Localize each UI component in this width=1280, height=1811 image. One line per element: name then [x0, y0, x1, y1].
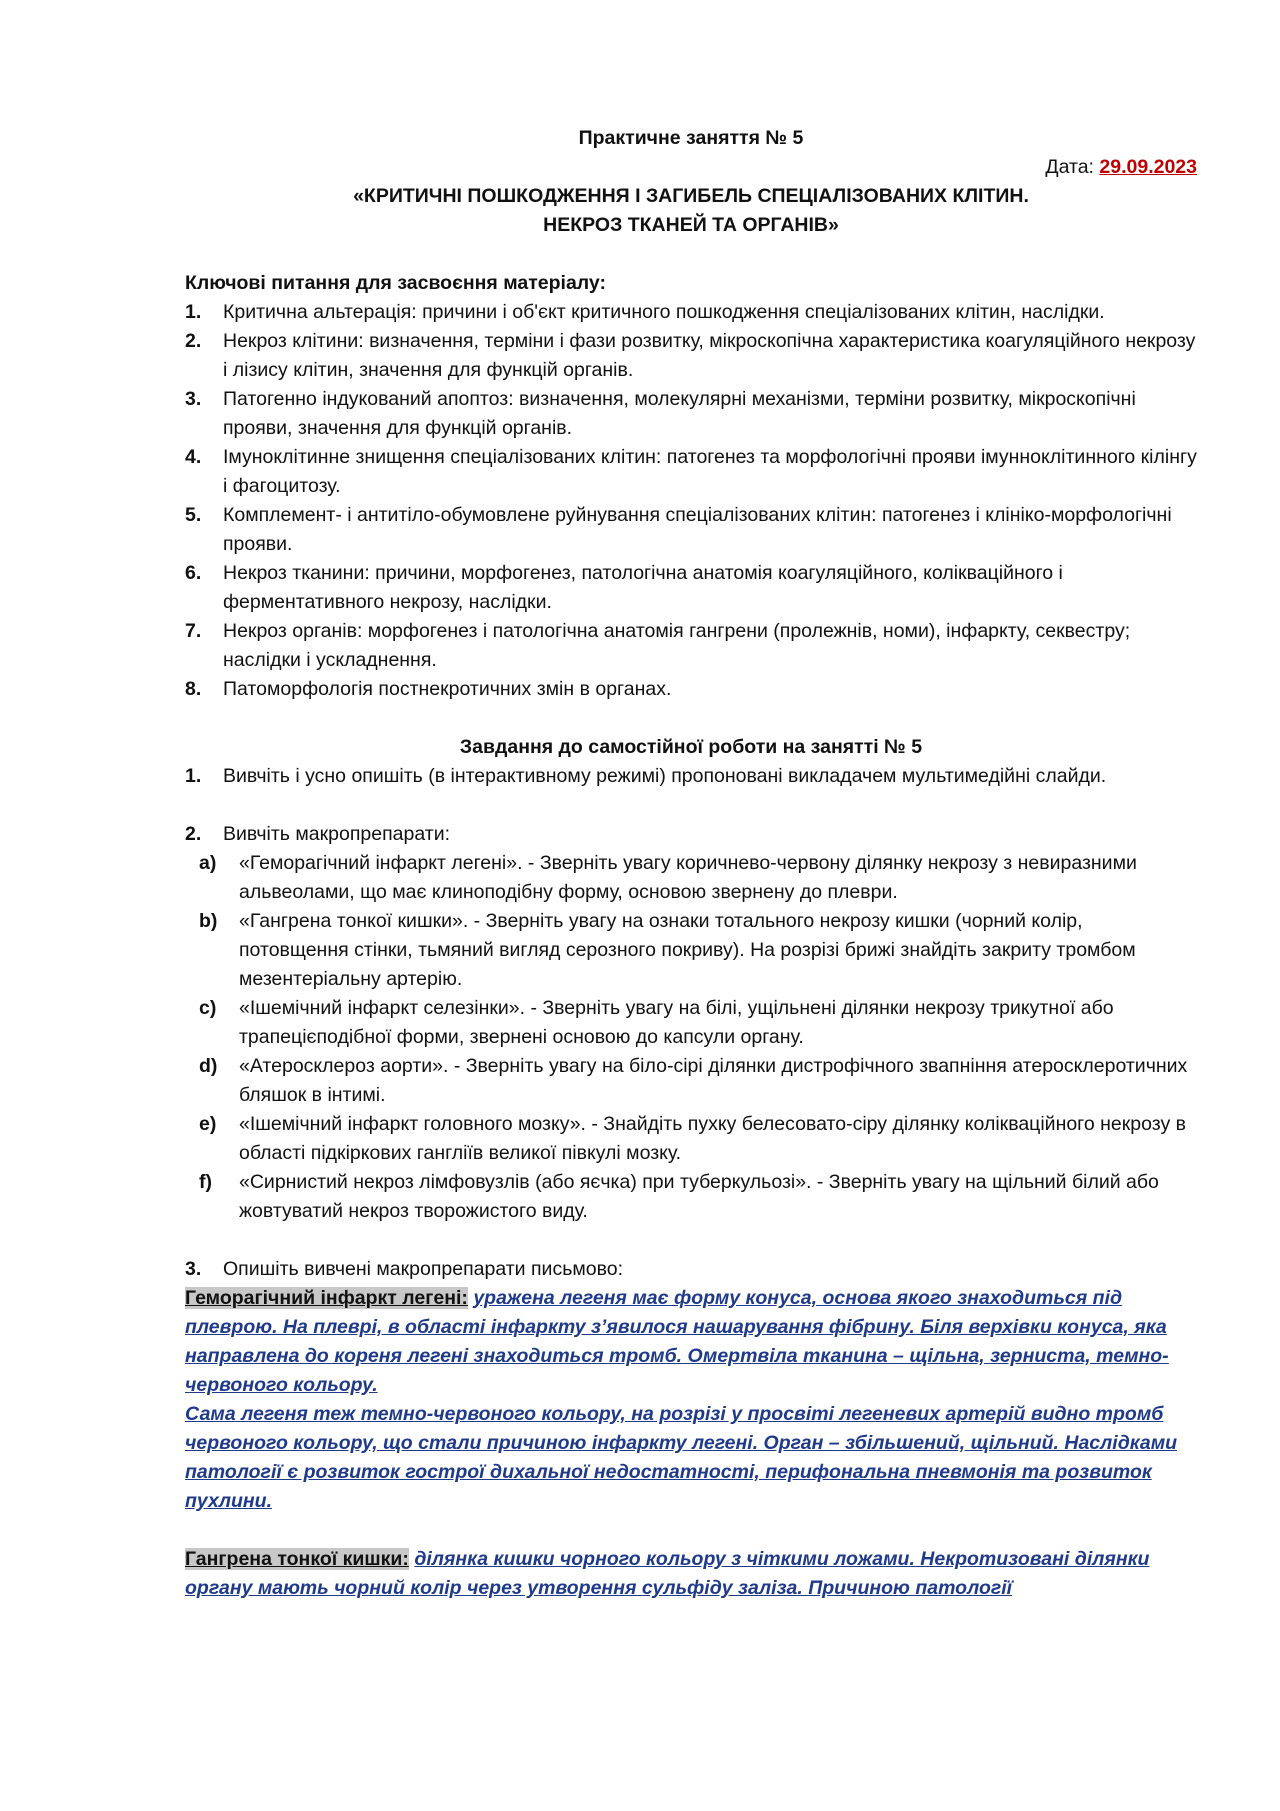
- list-item: [185, 907, 1197, 994]
- item-number: 1.: [185, 765, 202, 787]
- description-intestine: [185, 1545, 1197, 1603]
- item-text: «Ішемічний інфаркт головного мозку». - Знайдіть пухку белесовато-сіру ділянку колікваційного некрозу в області підкіркових гангліїв великої півкулі мозку.: [239, 1113, 1186, 1164]
- topic-title: [185, 182, 1197, 240]
- list-item: [185, 327, 1197, 385]
- topic-line-1: «КРИТИЧНІ ПОШКОДЖЕННЯ І ЗАГИБЕЛЬ СПЕЦІАЛІЗОВАНИХ КЛІТИН.: [353, 185, 1029, 207]
- item-number: 2.: [185, 823, 202, 845]
- item-text: Вивчіть і усно опишіть (в інтерактивному режимі) пропоновані викладачем мультимедійні слайди.: [223, 765, 1107, 787]
- topic-line-2: НЕКРОЗ ТКАНЕЙ ТА ОРГАНІВ»: [543, 214, 839, 236]
- tasks-list-3: [185, 1255, 1197, 1284]
- item-text: «Атеросклероз аорти». - Зверніть увагу на біло-сірі ділянки дистрофічного звапніння атеросклеротичних бляшок в інтимі.: [239, 1055, 1188, 1106]
- specimen-label: Геморагічний інфаркт легені:: [185, 1287, 468, 1309]
- list-item: [185, 559, 1197, 617]
- date-value: 29.09.2023: [1099, 156, 1197, 178]
- list-item: [185, 298, 1197, 327]
- item-number: 4.: [185, 446, 202, 468]
- item-text: Патоморфологія постнекротичних змін в органах.: [223, 678, 672, 700]
- item-text: «Ішемічний інфаркт селезінки». - Зверніть увагу на білі, ущільнені ділянки некрозу трикутної або трапецієподібної форми, звернені основою до капсули органу.: [239, 997, 1114, 1048]
- item-number: 2.: [185, 330, 202, 352]
- tasks-title: Завдання до самостійної роботи на занятті № 5: [459, 736, 923, 758]
- item-text: Некроз клітини: визначення, терміни і фази розвитку, мікроскопічна характеристика коагуляційного некрозу і лізису клітин, значення для функцій органів.: [223, 330, 1196, 381]
- list-item: [185, 443, 1197, 501]
- list-item: [185, 849, 1197, 907]
- list-item: [185, 762, 1197, 791]
- item-text: Некроз органів: морфогенез і патологічна анатомія гангрени (пролежнів, номи), інфаркту, секвестру; наслідки і ускладнення.: [223, 620, 1131, 671]
- item-text: «Сирнистий некроз лімфовузлів (або яєчка) при туберкульозі». - Зверніть увагу на щільний білий або жовтуватий некроз творожистого виду.: [239, 1171, 1159, 1222]
- item-number: 6.: [185, 562, 202, 584]
- tasks-list-1: [185, 762, 1197, 791]
- item-number: 3.: [185, 388, 202, 410]
- list-item: [185, 617, 1197, 675]
- list-item: [185, 1168, 1197, 1226]
- specimens-list: [185, 849, 1197, 1226]
- list-item: [185, 1052, 1197, 1110]
- item-number: 7.: [185, 620, 202, 642]
- item-letter: e): [199, 1113, 217, 1135]
- list-item: [185, 820, 1197, 849]
- list-item: [185, 1255, 1197, 1284]
- date-label: Дата:: [1045, 156, 1100, 178]
- questions-title: Ключові питання для засвоєння матеріалу:: [185, 272, 607, 294]
- item-letter: c): [199, 997, 217, 1019]
- list-item: [185, 675, 1197, 704]
- list-item: [185, 385, 1197, 443]
- page-heading: Практичне заняття № 5: [578, 127, 804, 149]
- specimen-answer: ділянка кишки чорного кольору з чіткими ложами. Некротизовані ділянки органу мають чорний колір через утворення сульфіду заліза. Причиною патології: [185, 1548, 1150, 1599]
- specimen-answer: уражена легеня має форму конуса, основа якого знаходиться під плеврою. На плеврі, в області інфаркту з’явилося нашарування фібрину. Біля верхівки конуса, яка направлена до кореня легені знаходиться тромб. Омертвіла тканина – щільна, зерниста, темно-червоного кольору.: [185, 1287, 1169, 1396]
- item-number: 3.: [185, 1258, 202, 1280]
- item-text: Патогенно індукований апоптоз: визначення, молекулярні механізми, терміни розвитку, мікроскопічні прояви, значення для функцій органів.: [223, 388, 1136, 439]
- date-line: [185, 153, 1197, 182]
- item-number: 5.: [185, 504, 202, 526]
- item-text: «Геморагічний інфаркт легені». - Зверніть увагу коричнево-червону ділянку некрозу з невиразними альвеолами, що має клиноподібну форму, основою звернену до плеври.: [239, 852, 1137, 903]
- item-text: Комплемент- і антитіло-обумовлене руйнування спеціалізованих клітин: патогенез і клініко-морфологічні прояви.: [223, 504, 1172, 555]
- list-item: [185, 501, 1197, 559]
- item-number: 1.: [185, 301, 202, 323]
- list-item: [185, 994, 1197, 1052]
- item-text: Імуноклітинне знищення спеціалізованих клітин: патогенез та морфологічні прояви імунноклітинного кілінгу і фагоцитозу.: [223, 446, 1197, 497]
- item-text: Вивчіть макропрепарати:: [223, 823, 451, 845]
- item-text: Опишіть вивчені макропрепарати письмово:: [223, 1258, 624, 1280]
- specimen-label: Гангрена тонкої кишки:: [185, 1548, 409, 1570]
- questions-list: [185, 298, 1197, 704]
- description-lung: [185, 1284, 1197, 1516]
- specimen-answer-continued: Сама легеня теж темно-червоного кольору, на розрізі у просвіті легеневих артерій видно тромб червоного кольору, що стали причиною інфаркту легені. Орган – збільшений, щільний. Наслідками патології є розвиток гострої дихальної недостатності, перифональна пневмонія та розвиток пухлини.: [185, 1403, 1178, 1512]
- tasks-list-2: [185, 820, 1197, 849]
- item-letter: f): [199, 1171, 212, 1193]
- item-letter: b): [199, 910, 218, 932]
- item-text: Некроз тканини: причини, морфогенез, патологічна анатомія коагуляційного, колікваційного і ферментативного некрозу, наслідки.: [223, 562, 1063, 613]
- list-item: [185, 1110, 1197, 1168]
- item-text: Критична альтерація: причини і об'єкт критичного пошкодження спеціалізованих клітин, наслідки.: [223, 301, 1105, 323]
- item-text: «Гангрена тонкої кишки». - Зверніть увагу на ознаки тотального некрозу кишки (чорний колір, потовщення стінки, тьмяний вигляд серозного покриву). На розрізі брижі знайдіть закриту тромбом мезентеріальну артерію.: [239, 910, 1136, 990]
- document-page: [185, 124, 1197, 1603]
- item-letter: d): [199, 1055, 218, 1077]
- item-number: 8.: [185, 678, 202, 700]
- item-letter: a): [199, 852, 217, 874]
